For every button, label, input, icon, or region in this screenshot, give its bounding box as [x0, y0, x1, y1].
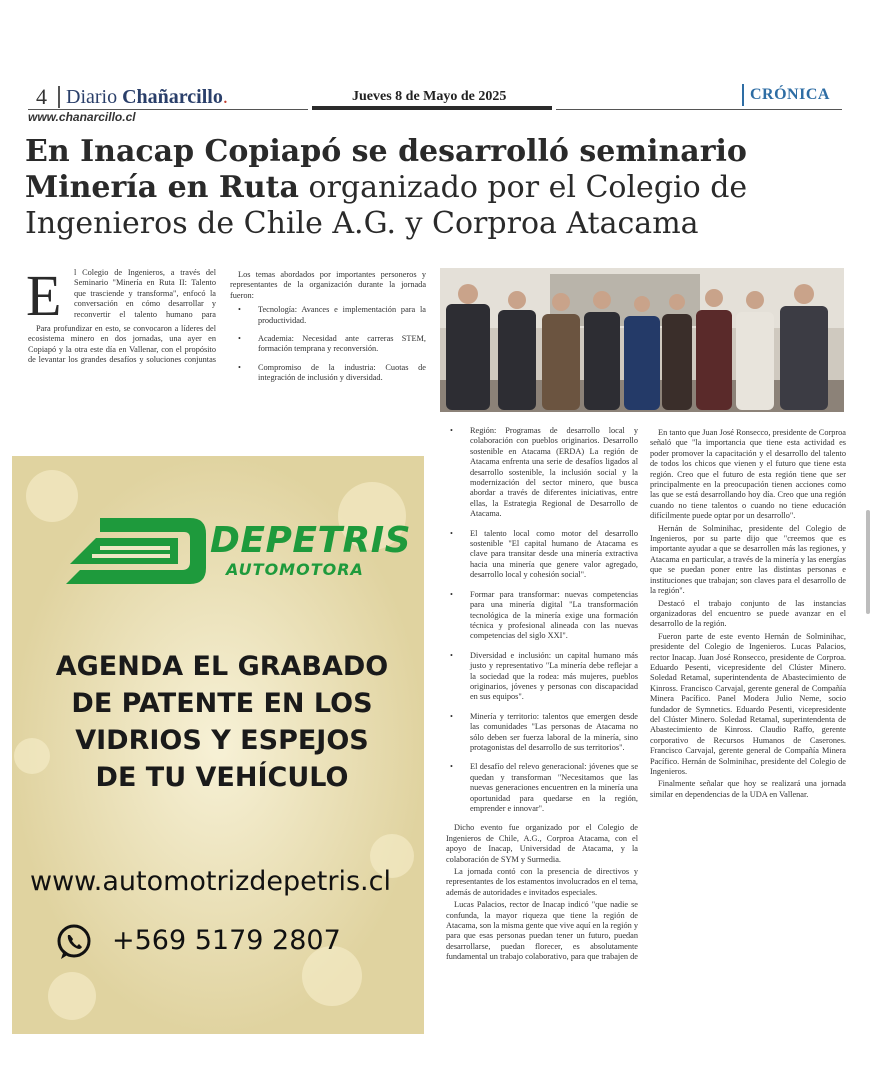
section-divider	[742, 84, 744, 106]
group-photo-illustration	[440, 268, 844, 412]
paragraph: Para profundizar en esto, se convocaron a líderes del ecosistema minero en dos jornadas, una ayer en Copiapó y la otra este día en Vallenar, con el propósito de levantar los grandes desafíos y soluciones conjuntas	[28, 324, 216, 365]
header-rule-right	[556, 109, 842, 110]
newspaper-name-dot: .	[222, 86, 228, 108]
ad-brand-subtitle: AUTOMOTORA	[226, 560, 364, 579]
paragraph: Destacó el trabajo conjunto de las instancias organizadoras del encuentro se puede avanzar en el desarrollo de la región.	[650, 598, 846, 629]
ad-message-line: AGENDA EL GRABADO	[55, 651, 389, 682]
list-item: • Academia: Necesidad ante carreras STEM, formación temprana y reconversión.	[258, 334, 426, 355]
scrollbar[interactable]	[866, 510, 870, 614]
ad-message	[32, 648, 412, 796]
newspaper-name-bold: Chañarcillo	[122, 86, 223, 108]
article-headline	[25, 134, 845, 242]
ad-website: www.automotrizdepetris.cl	[30, 866, 391, 897]
headline-regular: organizado por el Colegio de Ingenieros de Chile A.G. y Corproa Atacama	[25, 170, 748, 241]
paragraph: En tanto que Juan José Ronsecco, presidente de Corproa señaló que "la importancia que tiene esta actividad es poder promover la capacitación y el desarrollo del talento de todos los chicos que vienen y el futuro que tiene esta región. Creo que el futuro de esta región tiene que ser principalmente en la preocupación tienen acciones como las que se está desarrollando hoy día. Creo que una región cuando no tiene talentos o cuando no tiene educación difícilmente puede optar por un desarrollo".	[650, 428, 846, 521]
list-item: • Región: Programas de desarrollo local y colaboración con pueblos originarios. Desarrollo sostenible en Atacama (ERDA) La región de Atacama enfrenta una serie de desafíos ligados al desarrollo sostenible, la inclusión social y la modernización del sector minero, que busca abordar a través de diferentes iniciativas, entre ellas, la Estrategia Regional de Desarrollo de Atacama.	[470, 426, 638, 520]
paragraph: Fueron parte de este evento Hernán de Solminihac, presidente del Colegio de Ingenieros. Lucas Palacios, rector Inacap. Juan José Ronsecco, presidente de Corproa. Eduardo Pesenti, vicepresidente del Clúster Minero. Soledad Retamal, superintendenta de Abastecimiento de Kinross. Francisco Carvajal, gerente general de Compañía Minera Pacífico. Panel Modera Julio Neme, socio fundador de Symnetics. Eduardo Pesenti, vicepresidente del Clúster Minero. Soledad Retamal, superintendenta de Abastecimiento de Kinross. Claudio Raffo, gerente corporativo de Recursos Humanos de Caserones. Francisco Carvajal, gerente general de Compañía Minera Pacífico. Hernán de Solminihac, presidente del Colegio de Ingenieros.	[650, 631, 846, 776]
list-item: • Diversidad e inclusión: un capital humano más justo y representativo "La minería debe reflejar a la sociedad que la rodea: más mujeres, pueblos originarios, jóvenes y personas con discapacidad en sus equipos".	[470, 651, 638, 703]
column-4	[650, 426, 846, 802]
column-3	[446, 426, 638, 966]
ad-phone-number: +569 5179 2807	[112, 925, 341, 956]
newspaper-name	[66, 86, 228, 109]
section-label: CRÓNICA	[750, 86, 830, 103]
whatsapp-icon	[54, 922, 94, 962]
drop-cap: E	[26, 263, 62, 328]
depetris-logo-icon	[60, 514, 210, 586]
ad-message-line: DE PATENTE EN LOS	[71, 688, 373, 719]
header-rule-center	[312, 106, 552, 110]
website-url: www.chanarcillo.cl	[28, 110, 136, 124]
list-item: • El talento local como motor del desarrollo sostenible "El capital humano de Atacama es clave para transitar desde una minería extractiva hacia una minería que genere valor agregado, desarrollo local y cohesión social".	[470, 529, 638, 581]
paragraph: Hernán de Solminihac, presidente del Colegio de Ingenieros, por su parte dijo que "creemos que es importante ayudar a que se desarrollen más las regiones, y Atacama en particular, a través de la minería y las energías que se puedan poner entre las distintas personas e instituciones que trabajan; son claves para el desarrollo de la región".	[650, 523, 846, 596]
list-item: • El desafío del relevo generacional: jóvenes que se quedan y transforman "Necesitamos que las nuevas generaciones encuentren en la minería una oportunidad para quedarse en la región, emprender e innovar".	[470, 762, 638, 814]
paragraph: La jornada contó con la presencia de directivos y representantes de los estamentos involucrados en el tema, además de autoridades e invitados especiales.	[446, 867, 638, 897]
page-number: 4	[36, 84, 47, 109]
paragraph: Los temas abordados por importantes personeros y representantes de la organización durante la jornada fueron:	[230, 270, 426, 300]
column-2	[230, 268, 426, 392]
issue-date: Jueves 8 de Mayo de 2025	[352, 89, 507, 104]
paragraph: Dicho evento fue organizado por el Colegio de Ingenieros de Chile, A.G., Corproa Atacama, con el apoyo de Inacap, Universidad de Atacama, y la colaboración de SYM y Surmedia.	[446, 823, 638, 864]
list-item: • Compromiso de la industria: Cuotas de integración de inclusión y diversidad.	[258, 363, 426, 384]
article-intro	[74, 268, 216, 322]
column-1	[28, 322, 216, 368]
ad-message-line: VIDRIOS Y ESPEJOS	[75, 725, 369, 756]
ad-brand-name: DEPETRIS	[210, 520, 412, 561]
topics-list	[230, 305, 426, 383]
newspaper-name-prefix: Diario	[66, 86, 123, 108]
ad-message-line: DE TU VEHÍCULO	[95, 762, 349, 793]
challenges-list	[446, 426, 638, 814]
list-item: • Minería y territorio: talentos que emergen desde las comunidades "Las personas de Atacama no sólo deben ser fuerza laboral de la minería, sino protagonistas del desarrollo de sus territorios".	[470, 712, 638, 754]
paragraph: Finalmente señalar que hoy se realizará una jornada similar en dependencias de la UDA en Vallenar.	[650, 779, 846, 799]
intro-paragraph: l Colegio de Ingenieros, a través del Seminario "Minería en Ruta II: Talento que trasciende y transforma", enfocó la conversación en cómo desarrollar y reconvertir el talento humano para	[74, 268, 216, 319]
header-divider	[58, 86, 60, 108]
list-item: • Tecnología: Avances e implementación para la productividad.	[258, 305, 426, 326]
paragraph: Lucas Palacios, rector de Inacap indicó "que nadie se confunda, la mayor riqueza que tiene la región de Atacama, son la misma gente que vive aquí en la región y para que esas personas puedan tener un futuro, puedan desarrollarse, puedan florecer, es absolutamente fundamental un trabajo colaborativo, para que trabajen de	[446, 900, 638, 962]
list-item: • Formar para transformar: nuevas competencias para una minería digital "La transformación tecnológica de la minería exige una formación técnica y profesional alineada con las nuevas competencias del siglo XXI".	[470, 590, 638, 642]
event-photo	[440, 268, 844, 412]
headline-bold: En Inacap Copiapó se desarrolló seminario Minería en Ruta	[25, 134, 747, 205]
